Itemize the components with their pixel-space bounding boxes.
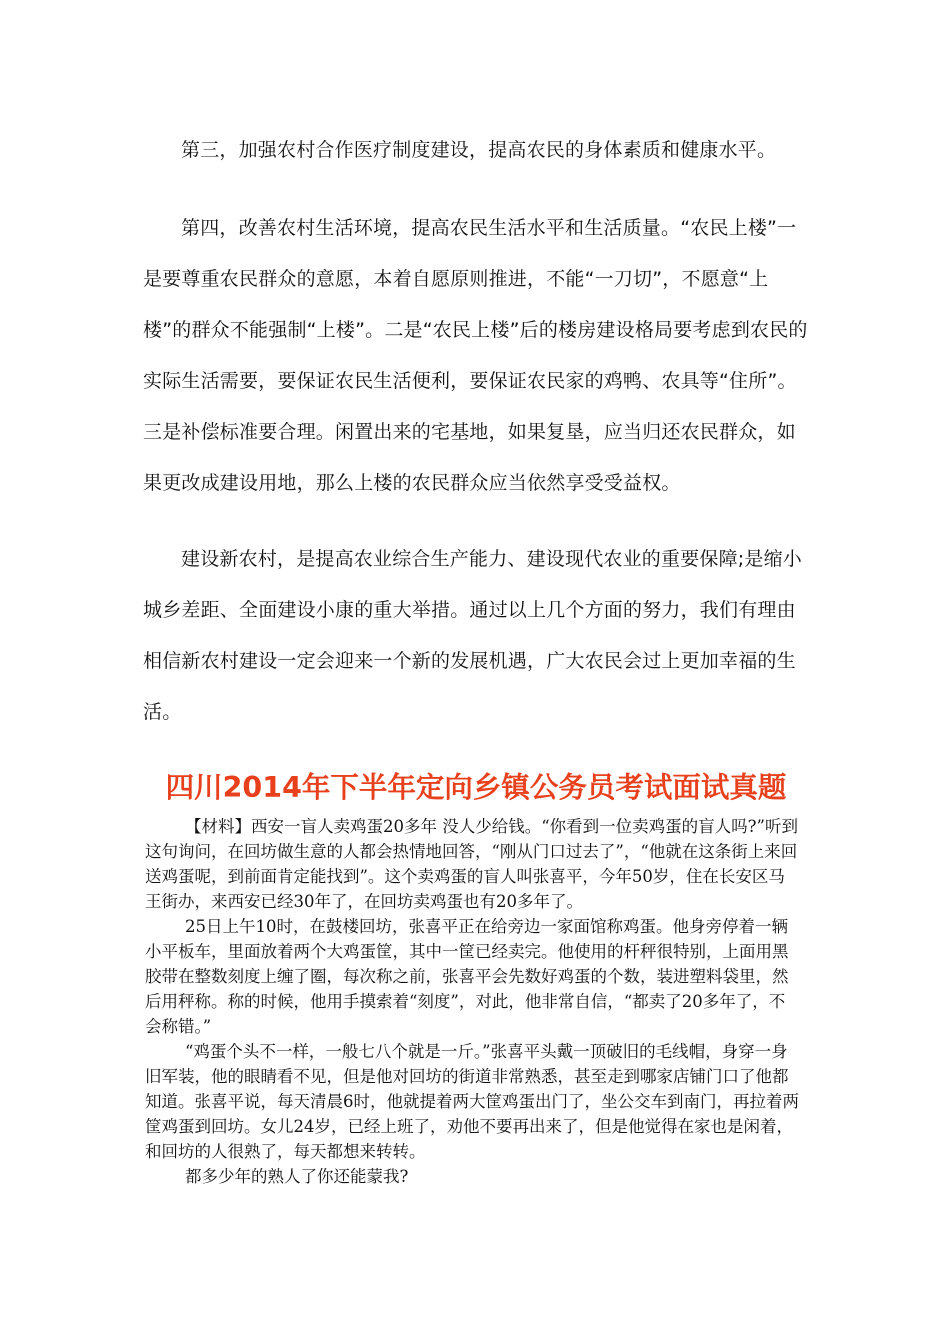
essay-paragraph-1: 第三，加强农村合作医疗制度建设，提高农民的身体素质和健康水平。: [181, 139, 777, 161]
section-title: 四川2014年下半年定向乡镇公务员考试面试真题: [165, 771, 787, 804]
essay-paragraph-3: 建设新农村，是提高农业综合生产能力、建设现代农业的重要保障;是缩小城乡差距、全面建设小康的重大举措。通过以上几个方面的努力，我们有理由相信新农村建设一定会迎来一个新的发展机遇，广大农民会过上更加幸福的生活。: [143, 548, 803, 723]
article-paragraph-3: “鸡蛋个头不一样，一般七八个就是一斤。”张喜平头戴一顶破旧的毛线帽，身穿一身旧军装，他的眼睛看不见，但是他对回坊的街道非常熟悉，甚至走到哪家店铺门口了他都知道。张喜平说，每天清晨6时，他就提着两大筐鸡蛋出门了，坐公交车到南门，再拉着两筐鸡蛋到回坊。女儿24岁，已经上班了，劝他不要再出来了，但是他觉得在家也是闲着，和回坊的人很熟了，每天都想来转转。: [145, 1042, 799, 1161]
article-body: [145, 814, 799, 1189]
article-paragraph-2: 25日上午10时，在鼓楼回坊，张喜平正在给旁边一家面馆称鸡蛋。他身旁停着一辆小平板车，里面放着两个大鸡蛋筐，其中一筐已经卖完。他使用的杆秤很特别，上面用黑胶带在整数刻度上缠了圈，每次称之前，张喜平会先数好鸡蛋的个数，装进塑料袋里，然后用秤称。称的时候，他用手摸索着“刻度”，对此，他非常自信，“都卖了20多年了，不会称错。”: [145, 917, 789, 1036]
essay-paragraph-2: 第四，改善农村生活环境，提高农民生活水平和生活质量。“农民上楼”一是要尊重农民群众的意愿，本着自愿原则推进，不能“一刀切”，不愿意“上楼”的群众不能强制“上楼”。二是“农民上楼”后的楼房建设格局要考虑到农民的实际生活需要，要保证农民生活便利，要保证农民家的鸡鸭、农具等“住所”。三是补偿标准要合理。闲置出来的宅基地，如果复垦，应当归还农民群众，如果更改成建设用地，那么上楼的农民群众应当依然享受受益权。: [143, 217, 808, 494]
article-paragraph-1: 【材料】西安一盲人卖鸡蛋20多年 没人少给钱。“你看到一位卖鸡蛋的盲人吗?”听到这句询问，在回坊做生意的人都会热情地回答，“刚从门口过去了”，“他就在这条街上来回送鸡蛋呢，到前面肯定能找到”。这个卖鸡蛋的盲人叫张喜平，今年50岁，住在长安区马王街办，来西安已经30年了，在回坊卖鸡蛋也有20多年了。: [145, 817, 798, 911]
article-paragraph-4: 都多少年的熟人了你还能蒙我?: [185, 1167, 409, 1186]
